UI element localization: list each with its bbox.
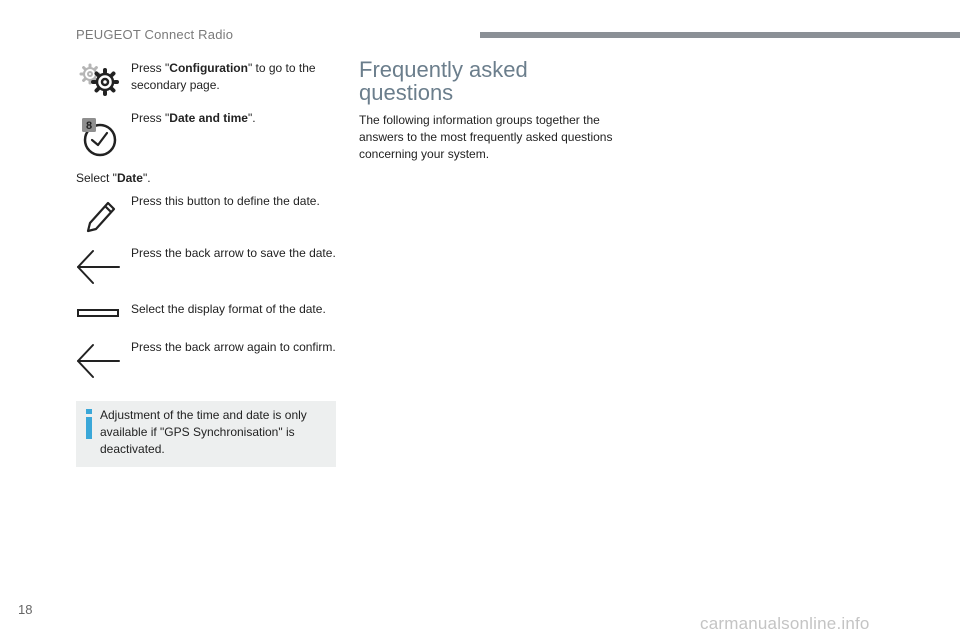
step-configuration <box>76 60 338 108</box>
header-title: PEUGEOT Connect Radio <box>76 27 234 42</box>
pencil-icon <box>76 195 124 243</box>
page-number: 18 <box>18 602 33 617</box>
back-arrow-icon <box>76 341 124 389</box>
clock-badge-number: 8 <box>85 120 93 132</box>
info-box <box>76 401 336 467</box>
gears-icon <box>76 60 124 108</box>
info-icon <box>84 409 94 439</box>
action-display-format-text: Select the display format of the date. <box>131 302 326 316</box>
clock-icon <box>76 110 124 158</box>
header-bar <box>480 32 960 38</box>
faq-heading: Frequently asked questions <box>359 57 528 105</box>
select-date-line: Select "Date". <box>76 171 151 185</box>
info-text: Adjustment of the time and date is only available if "GPS Synchronisation" is deactivated. <box>100 408 307 456</box>
action-display-format <box>76 301 338 321</box>
step-configuration-text: Press "Configuration" to go to the secondary page. <box>131 61 316 92</box>
step-date-and-time-text: Press "Date and time". <box>131 111 256 125</box>
format-bar-icon <box>76 301 124 321</box>
back-arrow-icon <box>76 247 124 295</box>
step-date-and-time <box>76 110 338 158</box>
faq-intro-text: The following information groups together the answers to the most frequently asked questions concerning your system. <box>359 113 613 161</box>
action-confirm <box>76 339 338 381</box>
action-save-date <box>76 245 338 287</box>
watermark: carmanualsonline.info <box>700 614 870 633</box>
action-define-date <box>76 193 338 233</box>
action-define-date-text: Press this button to define the date. <box>131 194 320 208</box>
action-confirm-text: Press the back arrow again to confirm. <box>131 340 336 354</box>
action-save-date-text: Press the back arrow to save the date. <box>131 246 336 260</box>
